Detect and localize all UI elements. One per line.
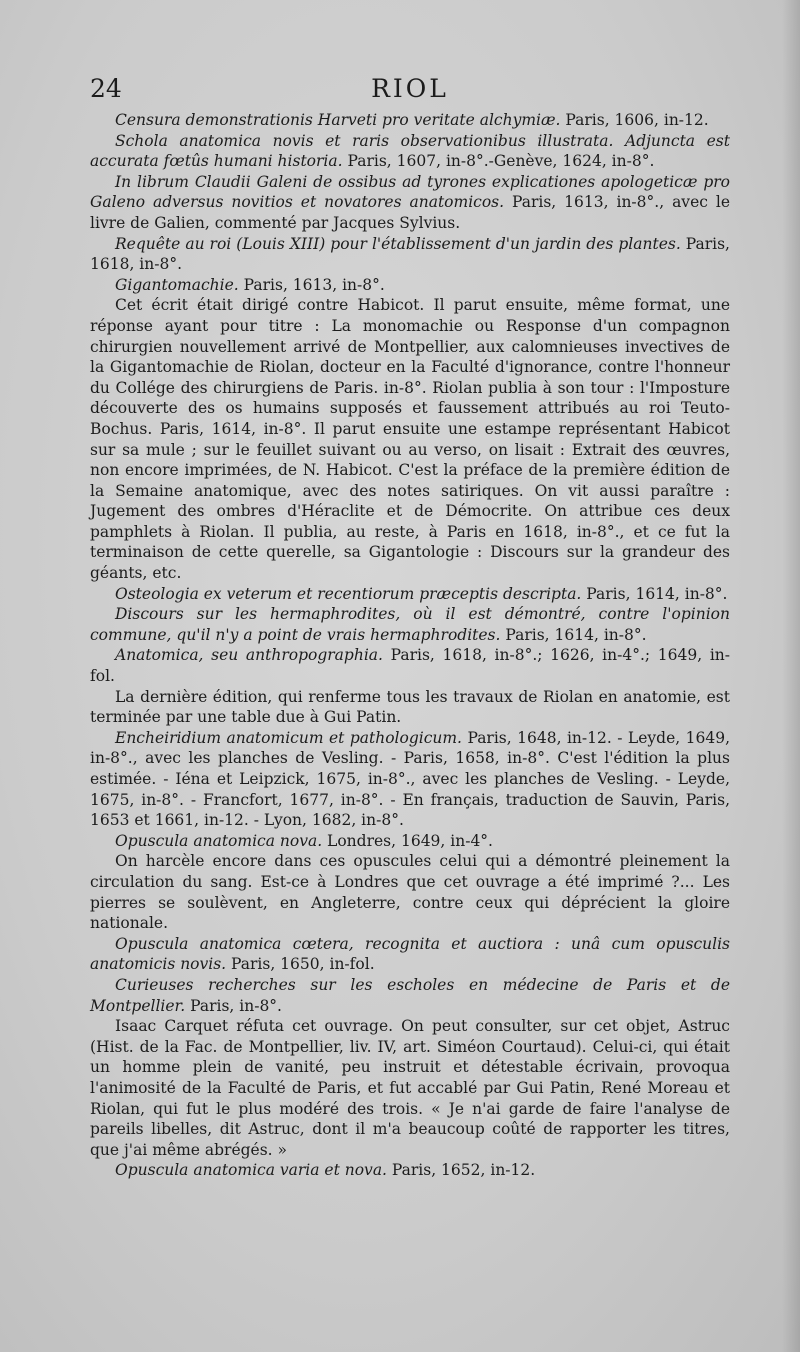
bibliography-note [90, 687, 730, 728]
entry-body: Paris, 1614, in-8°. [500, 625, 647, 644]
bibliography-entry [90, 275, 730, 296]
entry-body: Paris, in-8°. [185, 996, 282, 1015]
bibliography-entry [90, 172, 730, 234]
entry-body: Paris, 1606, in-12. [560, 111, 709, 129]
entry-body: Isaac Carquet réfuta cet ouvrage. On peut consulter, sur cet objet, Astruc (Hist. de la Fac. de Montpellier, liv. IV, art. Siméon Courtaud). Celui-ci, qui était un homme plein de vanité, peu instruit et détestable écrivain, provoqua l'animosité de la Faculté de Paris, et fut accablé par Gui Patin, René Moreau et Riolan, qui fut le plus modéré des trois. « Je n'ai garde de faire l'analyse de pareils libelles, dit Astruc, dont il m'a beaucoup coûté de rapporter les titres, que j'ai même abrégés. » [90, 1017, 730, 1159]
entry-title: Discours sur les hermaphrodites, où il est démontré, contre l'opinion commune, qu'il n'y a point de vrais hermaphrodites. [90, 605, 730, 644]
entry-body: Paris, 1618, in-8°. [90, 234, 730, 274]
page-number: 24 [90, 74, 122, 103]
entry-body: Paris, 1650, in-fol. [226, 955, 375, 974]
page-edge-shadow [782, 0, 800, 1352]
bibliography-entry [90, 131, 730, 172]
bibliography-entry [90, 584, 730, 605]
entry-body: Paris, 1607, in-8°.-Genève, 1624, in-8°. [342, 152, 655, 171]
entry-title: Opuscula anatomica cœtera, recognita et auctiora : unâ cum opusculis anatomicis novis. [90, 934, 730, 974]
entry-body: Paris, 1618, in-8°.; 1626, in-4°.; 1649, in-fol. [90, 646, 730, 686]
bibliography-entry [90, 645, 730, 686]
entry-title: Osteologia ex veterum et recentiorum præceptis descripta. [115, 584, 582, 603]
entry-body: On harcèle encore dans ces opuscules celui qui a démontré pleinement la circulation du sang. Est-ce à Londres que cet ouvrage a été imprimé ?... Les pierres se soulèvent, en Angleterre, contre ceux qui déprécient la gloire nationale. [90, 852, 730, 933]
bibliography-entry [90, 831, 730, 852]
entry-title: Censura demonstrationis Harveti pro veritate alchymiæ. [115, 111, 561, 129]
entry-body: Londres, 1649, in-4°. [322, 831, 493, 850]
entry-title: Gigantomachie. [115, 275, 239, 294]
entry-body: Paris, 1613, in-8°., avec le livre de Galien, commenté par Jacques Sylvius. [90, 193, 730, 232]
bibliography-entry [90, 934, 730, 975]
entry-body: Paris, 1648, in-12. - Leyde, 1649, in-8°., avec les planches de Vesling. - Paris, 1658, in-8°. C'est l'édition la plus estimée. - Iéna et Leipzick, 1675, in-8°., avec les planches de Vesling. - Leyde, 1675, in-8°. - Francfort, 1677, in-8°. - En français, traduction de Sauvin, Paris, 1653 et 1661, in-12. - Lyon, 1682, in-8°. [90, 728, 731, 830]
bibliography-entry [90, 234, 730, 275]
entry-body: Paris, 1613, in-8°. [238, 275, 385, 294]
entry-body: Cet écrit était dirigé contre Habicot. Il parut ensuite, même format, une réponse ayant pour titre : La monomachie ou Response d'un compagnon chirurgien nouvellement arrivé de Montpellier, aux calomnieuses invectives de la Gigantomachie de Riolan, docteur en la Faculté d'ignorance, contre l'honneur du Collége des chirurgiens de Paris. in-8°. Riolan publia à son tour : l'Imposture découverte des os humains supposés et faussement attribués au roi Teuto-Bochus. Paris, 1614, in-8°. Il parut ensuite une estampe représentant Habicot sur sa mule ; sur le feuillet suivant ou au verso, on lisait : Extrait des œuvres, non encore imprimées, de N. Habicot. C'est la préface de la première édition de la Semaine anatomique, avec des notes satiriques. On vit aussi paraître : Jugement des ombres d'Héraclite et de Démocrite. On attribue ces deux pamphlets à Riolan. Il publia, au reste, à Paris en 1618, in-8°., et ce fut la terminaison de cette querelle, sa Gigantologie : Discours sur la grandeur des géants, etc. [90, 296, 730, 583]
entry-title: Curieuses recherches sur les escholes en médecine de Paris et de Montpellier. [90, 975, 730, 1015]
entry-title: Encheiridium anatomicum et pathologicum. [115, 728, 462, 747]
bibliography-entry [90, 1160, 730, 1181]
bibliography-entry [90, 110, 730, 131]
page-header [90, 74, 730, 108]
bibliography-text [90, 110, 730, 1181]
entry-body: Paris, 1614, in-8°. [581, 584, 728, 603]
running-head: RIOL [371, 74, 449, 103]
entry-body: Paris, 1652, in-12. [386, 1161, 536, 1180]
entry-title: Anatomica, seu anthropographia. [115, 646, 383, 665]
bibliography-note [90, 851, 730, 933]
entry-title: In librum Claudii Galeni de ossibus ad tyrones explicationes apologeticæ pro Galeno adversus novitios et novatores anatomicos. [90, 172, 730, 212]
entry-title: Opuscula anatomica varia et nova. [115, 1161, 387, 1180]
entry-title: Schola anatomica novis et raris observationibus illustrata. Adjuncta est accurata fœtûs humani historia. [90, 131, 730, 171]
bibliography-note [90, 1016, 730, 1160]
bibliography-entry [90, 604, 730, 645]
bibliography-entry [90, 728, 730, 831]
bibliography-entry [90, 975, 730, 1016]
entry-title: Requête au roi (Louis XIII) pour l'établissement d'un jardin des plantes. [115, 234, 681, 253]
entry-body: La dernière édition, qui renferme tous les travaux de Riolan en anatomie, est terminée par une table due à Gui Patin. [90, 687, 730, 727]
entry-title: Opuscula anatomica nova. [115, 831, 323, 850]
bibliography-note [90, 295, 730, 583]
